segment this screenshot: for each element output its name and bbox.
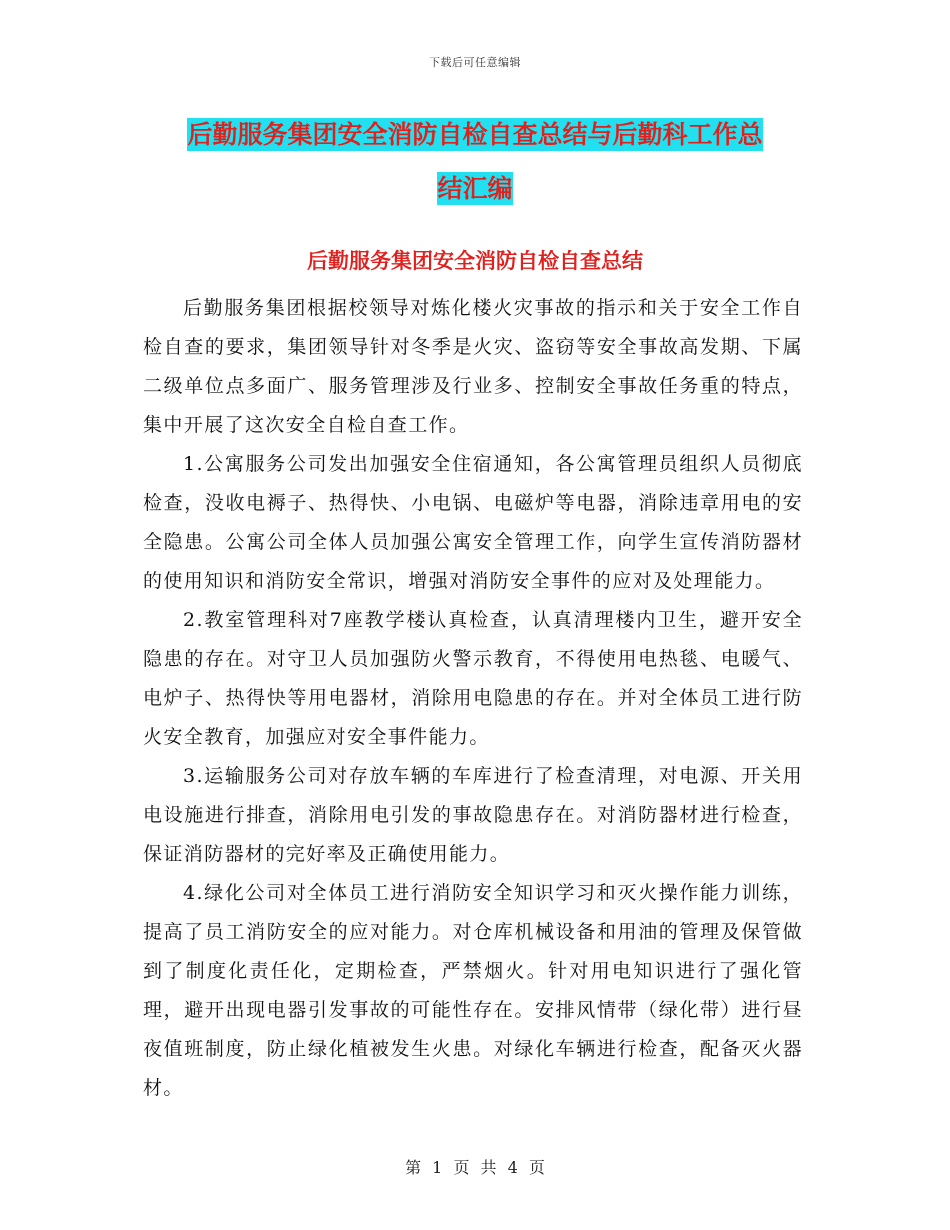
paragraph-item-2: 2.教室管理科对7座教学楼认真检查，认真清理楼内卫生，避开安全隐患的存在。对守卫人员加强防火警示教育，不得使用电热毯、电暖气、电炉子、热得快等用电器材，消除用电隐患的存在。并对全体员工进行防火安全教育，加强应对安全事件能力。	[143, 609, 803, 748]
document-body	[143, 289, 803, 1108]
paragraph-item-3: 3.运输服务公司对存放车辆的车库进行了检查清理，对电源、开关用电设施进行排查，消除用电引发的事故隐患存在。对消防器材进行检查，保证消防器材的完好率及正确使用能力。	[143, 765, 803, 865]
paragraph-item-1: 1.公寓服务公司发出加强安全住宿通知，各公寓管理员组织人员彻底检查，没收电褥子、热得快、小电锅、电磁炉等电器，消除违章用电的安全隐患。公寓公司全体人员加强公寓安全管理工作，向学生宣传消防器材的使用知识和消防安全常识，增强对消防安全事件的应对及处理能力。	[143, 453, 803, 592]
paragraph-item-4: 4.绿化公司对全体员工进行消防安全知识学习和灭火操作能力训练，提高了员工消防安全的应对能力。对仓库机械设备和用油的管理及保管做到了制度化责任化，定期检查，严禁烟火。针对用电知识进行了强化管理，避开出现电器引发事故的可能性存在。安排风情带（绿化带）进行昼夜值班制度，防止绿化植被发生火患。对绿化车辆进行检查，配备灭火器材。	[143, 882, 803, 1099]
section-title: 后勤服务集团安全消防自检自查总结	[307, 249, 643, 273]
document-title	[145, 108, 805, 216]
title-line-2: 结汇编	[437, 174, 513, 203]
page-footer: 第 1 页 共 4 页	[405, 1158, 545, 1177]
paragraph-intro: 后勤服务集团根据校领导对炼化楼火灾事故的指示和关于安全工作自检自查的要求，集团领导针对冬季是火灾、盗窃等安全事故高发期、下属二级单位点多面广、服务管理涉及行业多、控制安全事故任务重的特点，集中开展了这次安全自检自查工作。	[143, 297, 803, 436]
header-note: 下载后可任意编辑	[429, 56, 521, 69]
title-line-1: 后勤服务集团安全消防自检自查总结与后勤科工作总	[187, 120, 763, 149]
